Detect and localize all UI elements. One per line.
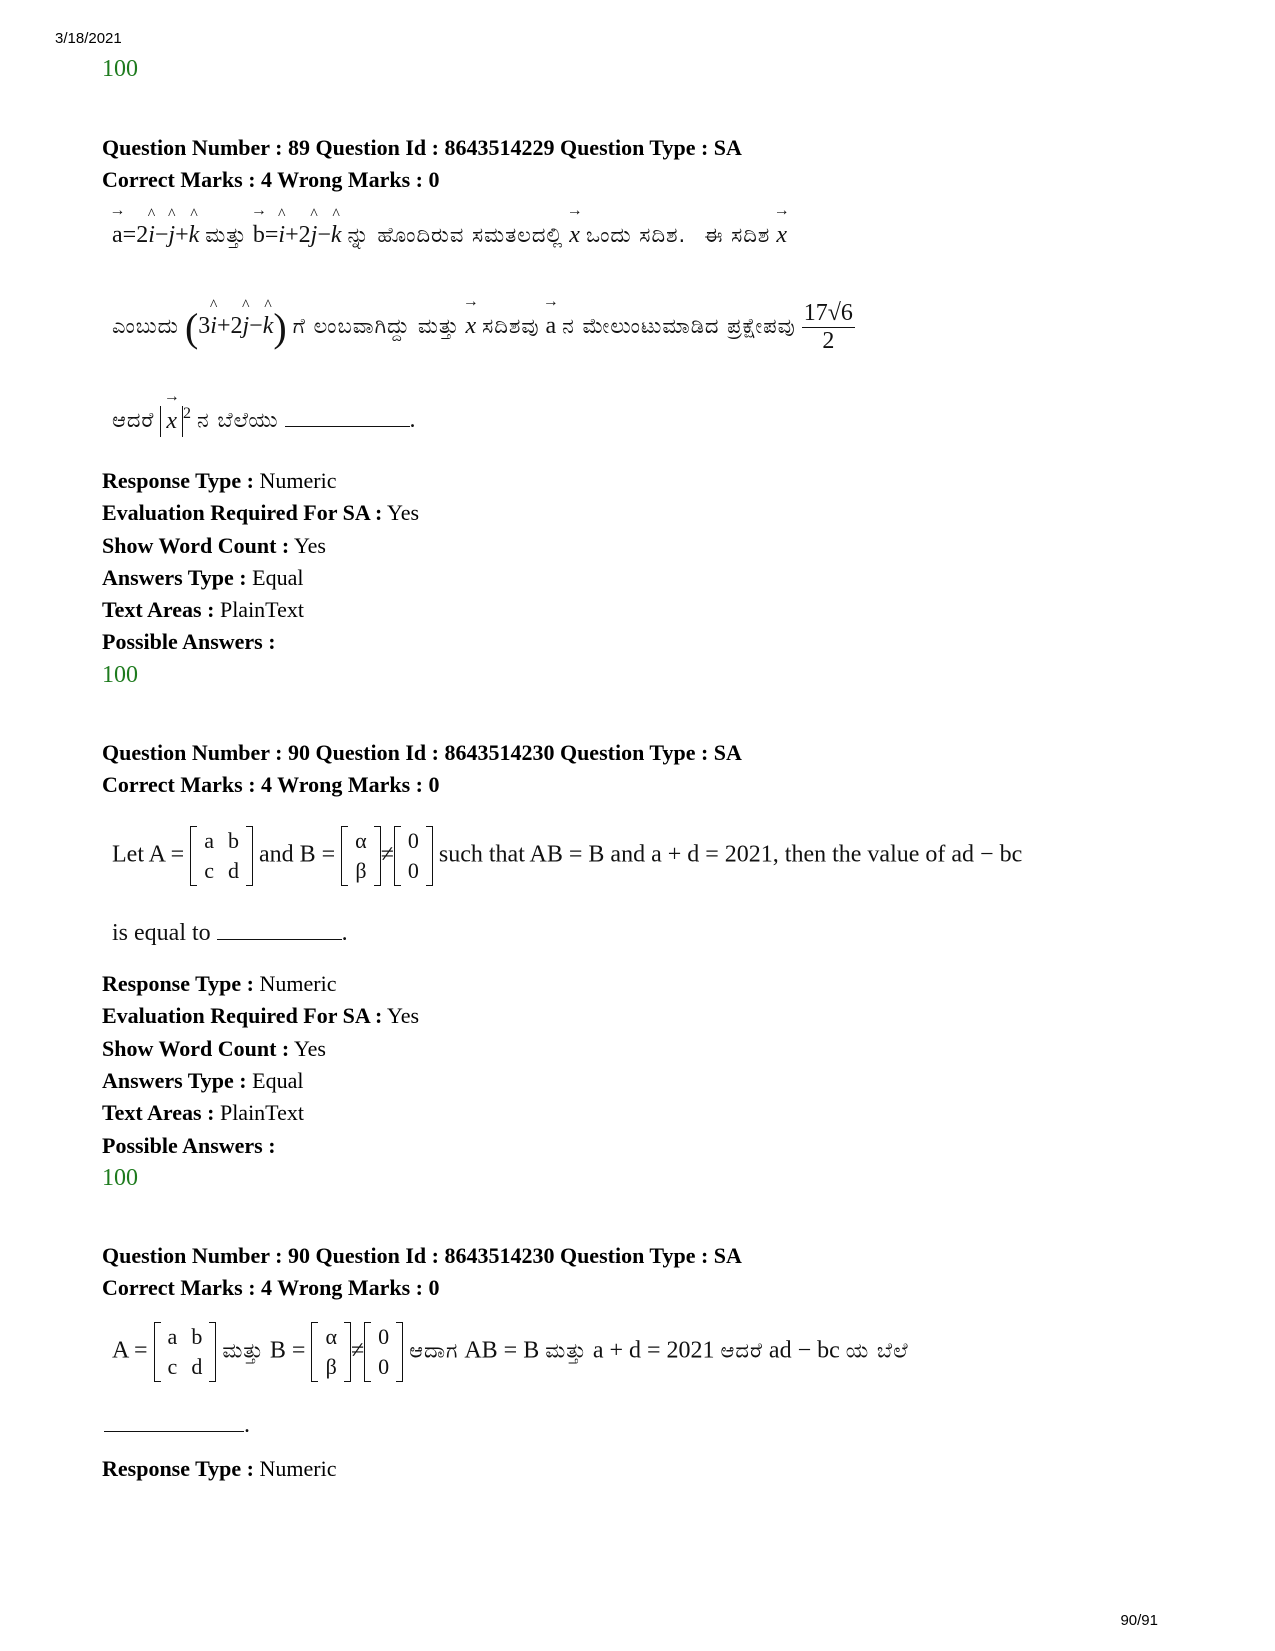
kn-text: ನ್ನು ಹೊಂದಿರುವ ಸಮತಲದಲ್ಲಿ xyxy=(347,223,564,247)
question-text-line-1: → a=2^ i−^ j+^ k ಮತ್ತು → b=^ i+2^ j−^ k ನ್ನು ಹೊಂದಿರುವ ಸಮತಲದಲ್ಲಿ → x ಒಂದು ಸದಿಶ. ಈ ಸದಿಶ → x xyxy=(112,222,787,249)
kn-text: ಎಂಬುದು xyxy=(112,314,179,339)
answer-blank xyxy=(217,921,342,940)
field-text-areas: Text Areas : PlainText xyxy=(102,597,304,622)
kn-text: ನ ಬೆಲೆಯು xyxy=(197,408,279,432)
field-possible-answers: Possible Answers : xyxy=(102,629,276,654)
question-text-line-1: Let A = a b c d and B = α β ≠ 0 0 such that AB = B and a + d = 2021, then the value of ad − bc xyxy=(112,826,1022,886)
math-text: ad − bc xyxy=(768,1337,840,1364)
kn-text: ನ ಮೇಲುಂಟುಮಾಡಿದ ಪ್ರಕ್ಷೇಪವು xyxy=(562,314,796,339)
math-text: is equal to xyxy=(112,920,211,946)
kn-text: ಮತ್ತು xyxy=(222,1338,264,1363)
zero-vector: 0 0 xyxy=(364,1322,403,1382)
field-possible-answers: Possible Answers : xyxy=(102,1133,276,1158)
kn-text: ಮತ್ತು xyxy=(205,223,247,247)
question-header: Question Number : 90 Question Id : 8643514230 Question Type : SA xyxy=(102,740,742,765)
print-date: 3/18/2021 xyxy=(55,30,122,47)
answer-blank xyxy=(104,1413,244,1432)
matrix-b: α β xyxy=(311,1322,351,1382)
kn-text: ಒಂದು ಸದಿಶ. xyxy=(585,223,687,247)
field-response-type: Response Type : Numeric xyxy=(102,468,337,493)
field-answers-type: Answers Type : Equal xyxy=(102,565,304,590)
question-text-line-2: . xyxy=(104,1412,250,1439)
math-text: and B = xyxy=(258,841,336,868)
fraction: $\frac{17√6}{2}$ xyxy=(803,300,853,354)
kn-text: ಯ ಬೆಲೆ xyxy=(845,1338,909,1363)
field-response-type: Response Type : Numeric xyxy=(102,1456,337,1481)
question-header: Question Number : 89 Question Id : 8643514229 Question Type : SA xyxy=(102,135,742,160)
matrix-b: α β xyxy=(341,826,381,886)
question-marks: Correct Marks : 4 Wrong Marks : 0 xyxy=(102,1275,440,1300)
question-text-line-2: is equal to . xyxy=(112,920,348,946)
kn-text: ಸದಿಶವು xyxy=(482,314,540,339)
field-text-areas: Text Areas : PlainText xyxy=(102,1100,304,1125)
field-evaluation-required: Evaluation Required For SA : Yes xyxy=(102,1003,420,1028)
question-marks: Correct Marks : 4 Wrong Marks : 0 xyxy=(102,772,440,797)
answer-blank xyxy=(285,408,410,427)
math-text: a + d = 2021 xyxy=(592,1337,715,1364)
question-marks: Correct Marks : 4 Wrong Marks : 0 xyxy=(102,167,440,192)
field-show-word-count: Show Word Count : Yes xyxy=(102,1036,326,1061)
kn-text: ಆದಾಗ xyxy=(409,1338,459,1363)
kn-text: ಆದರೆ xyxy=(720,1338,763,1363)
question-text-line-1: A = a b c d ಮತ್ತು B = α β ≠ 0 0 ಆದಾಗ AB = B ಮತ್ತು a + d = 2021 ಆದರೆ ad − bc ಯ ಬೆಲೆ xyxy=(112,1322,909,1382)
page-number: 90/91 xyxy=(1120,1612,1158,1629)
kn-text: ಈ ಸದಿಶ xyxy=(704,223,771,247)
field-answers-type: Answers Type : Equal xyxy=(102,1068,304,1093)
kn-text: ಮತ್ತು xyxy=(545,1338,587,1363)
math-text: such that AB = B and a + d = 2021, then the value of ad − bc xyxy=(438,841,1023,868)
math-text: Let A = xyxy=(112,841,185,868)
possible-answer-value: 100 xyxy=(102,56,138,82)
question-text-line-3: ಆದರೆ → x $^2$ ನ ಬೆಲೆಯು . xyxy=(112,405,416,437)
possible-answer-value: 100 xyxy=(102,1165,138,1191)
kn-text: ಆದರೆ xyxy=(112,408,155,432)
zero-vector: 0 0 xyxy=(394,826,433,886)
possible-answer-value: 100 xyxy=(102,662,138,688)
matrix-a: a b c d xyxy=(154,1322,217,1382)
field-response-type: Response Type : Numeric xyxy=(102,971,337,996)
question-text-line-2: ಎಂಬುದು (3^ i+2^ j−^ k) ಗೆ ಲಂಬವಾಗಿದ್ದು ಮತ್ತು → x ಸದಿಶವು → a ನ ಮೇಲುಂಟುಮಾಡಿದ ಪ್ರಕ್ಷೇಪವು $\frac{17√6}{2}$ xyxy=(112,300,855,355)
math-text: AB = B xyxy=(464,1337,540,1364)
field-show-word-count: Show Word Count : Yes xyxy=(102,533,326,558)
matrix-a: a b c d xyxy=(190,826,253,886)
question-header: Question Number : 90 Question Id : 8643514230 Question Type : SA xyxy=(102,1243,742,1268)
kn-text: ಗೆ ಲಂಬವಾಗಿದ್ದು ಮತ್ತು xyxy=(292,314,460,339)
field-evaluation-required: Evaluation Required For SA : Yes xyxy=(102,500,420,525)
